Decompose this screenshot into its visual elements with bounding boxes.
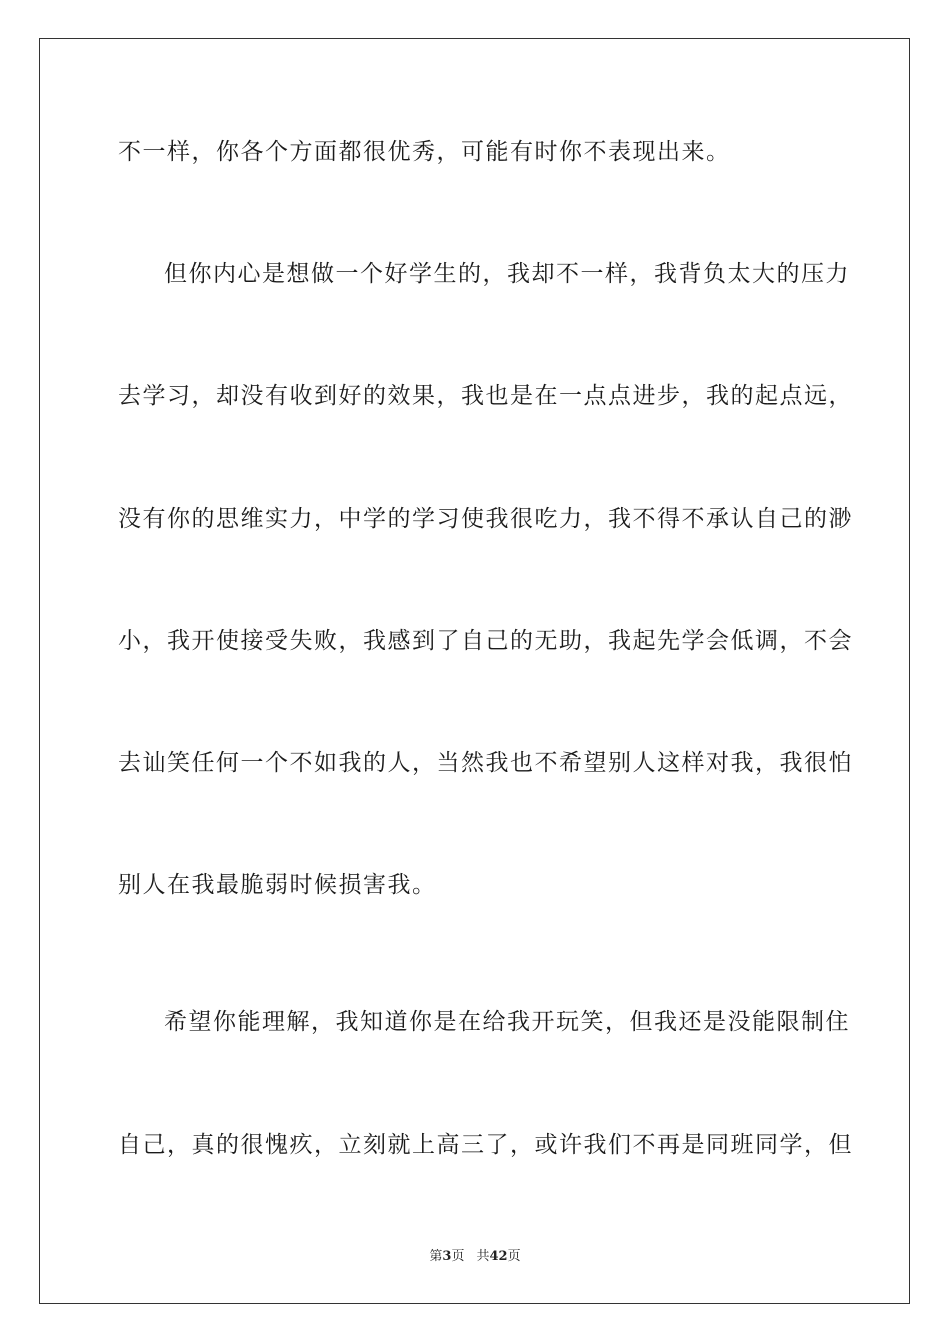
text-line-9: 自己，真的很愧疚，立刻就上高三了，或许我们不再是同班同学，但 (118, 1132, 853, 1158)
text-line-3: 去学习，却没有收到好的效果，我也是在一点点进步，我的起点远， (118, 383, 853, 409)
text-line-8: 希望你能理解，我知道你是在给我开玩笑，但我还是没能限制住 (164, 1009, 850, 1035)
total-suffix: 页 (507, 1249, 521, 1264)
text-line-7: 别人在我最脆弱时候损害我。 (118, 872, 437, 898)
page-number: 3 (442, 1249, 452, 1264)
total-pages: 42 (489, 1249, 508, 1264)
text-line-1: 不一样，你各个方面都很优秀，可能有时你不表现出来。 (118, 139, 731, 165)
text-line-2: 但你内心是想做一个好学生的，我却不一样，我背负太大的压力 (164, 261, 850, 287)
page-suffix: 页 (451, 1249, 465, 1264)
total-prefix: 共 (476, 1249, 490, 1264)
text-line-4: 没有你的思维实力，中学的学习使我很吃力，我不得不承认自己的渺 (118, 506, 853, 532)
text-line-6: 去讪笑任何一个不如我的人，当然我也不希望别人这样对我，我很怕 (118, 750, 853, 776)
page-border (39, 38, 910, 1304)
page-prefix: 第 (429, 1249, 443, 1264)
page-footer (0, 1248, 950, 1266)
text-line-5: 小，我开使接受失败，我感到了自己的无助，我起先学会低调，不会 (118, 628, 853, 654)
